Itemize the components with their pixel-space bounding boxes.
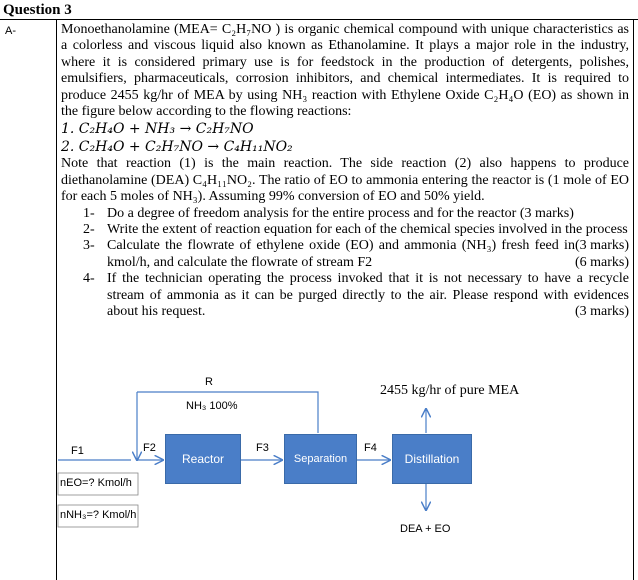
task-marks: (3 marks) xyxy=(574,304,629,320)
f2-label: F2 xyxy=(143,442,156,454)
distillation-block: Distillation xyxy=(392,434,472,484)
intro-paragraph: Monoethanolamine (MEA= C₂H₇NO ) is organic chemical compound with unique characteristics as a colorless and viscous liquid also known as Ethanolamine. It plays a major role in the industry, where it is considered primary use is for feedstock in the production of detergents, polishes, emulsifiers, pharmaceuticals, corrosion inhibitors, and chemical intermediates. It is required to produce 2455 kg/hr of MEA by using NH₃ reaction with Ethylene Oxide C₂H₄O (EO) as shown in the figure below according to the flowing reactions: xyxy=(61,22,629,120)
task-number: 4- xyxy=(83,271,95,287)
note-paragraph: Note that reaction (1) is the main reaction. The side reaction (2) also happens to produce diethanolamine (DEA) C₄H₁₁NO₂. The ratio of EO to ammonia entering the reactor is (1 mole of EO for each 5 moles of NH₃). Assuming 99% conversion of EO and 50% yield. xyxy=(61,156,629,205)
question-title: Question 3 xyxy=(3,2,72,18)
f3-label: F3 xyxy=(256,442,269,454)
nnh3-label: nNH₃=? Kmol/h xyxy=(60,509,137,521)
task-number: 1- xyxy=(83,205,95,221)
product-label: 2455 kg/hr of pure MEA xyxy=(380,383,520,398)
task-marks: (6 marks) xyxy=(574,254,629,270)
recycle-content: NH₃ 100% xyxy=(186,400,238,412)
part-label: A- xyxy=(5,25,16,37)
reaction-1: 1. C₂H₄O + NH₃ → C₂H₇NO xyxy=(61,121,254,138)
reactor-block: Reactor xyxy=(165,434,241,484)
task-number: 3- xyxy=(83,238,95,254)
separation-block: Separation xyxy=(284,434,357,484)
reaction-2: 2. C₂H₄O + C₂H₇NO → C₄H₁₁NO₂ xyxy=(61,139,293,156)
bottoms-label: DEA + EO xyxy=(400,523,451,535)
recycle-label: R xyxy=(205,376,213,388)
task-text: Do a degree of freedom analysis for the entire process and for the reactor xyxy=(107,205,517,221)
task-text: Calculate the flowrate of ethylene oxide (EO) and ammonia (NH₃) fresh feed in kmol/h, and calculate the flowrate of stream F2 xyxy=(107,238,575,270)
f1-label: F1 xyxy=(71,445,84,457)
task-number: 2- xyxy=(83,222,95,238)
task-text: If the technician operating the process invoked that it is not necessary to have a recycle stream of ammonia as it can be purged directly to the air. Please respond with evidences about his request. xyxy=(107,271,629,320)
task-text: Write the extent of reaction equation for each of the chemical species involved in the process xyxy=(107,222,628,238)
f4-label: F4 xyxy=(364,442,377,454)
task-marks: (3 marks) xyxy=(519,205,574,221)
task-marks: (3 marks) xyxy=(574,238,629,254)
neo-label: nEO=? Kmol/h xyxy=(60,477,132,489)
